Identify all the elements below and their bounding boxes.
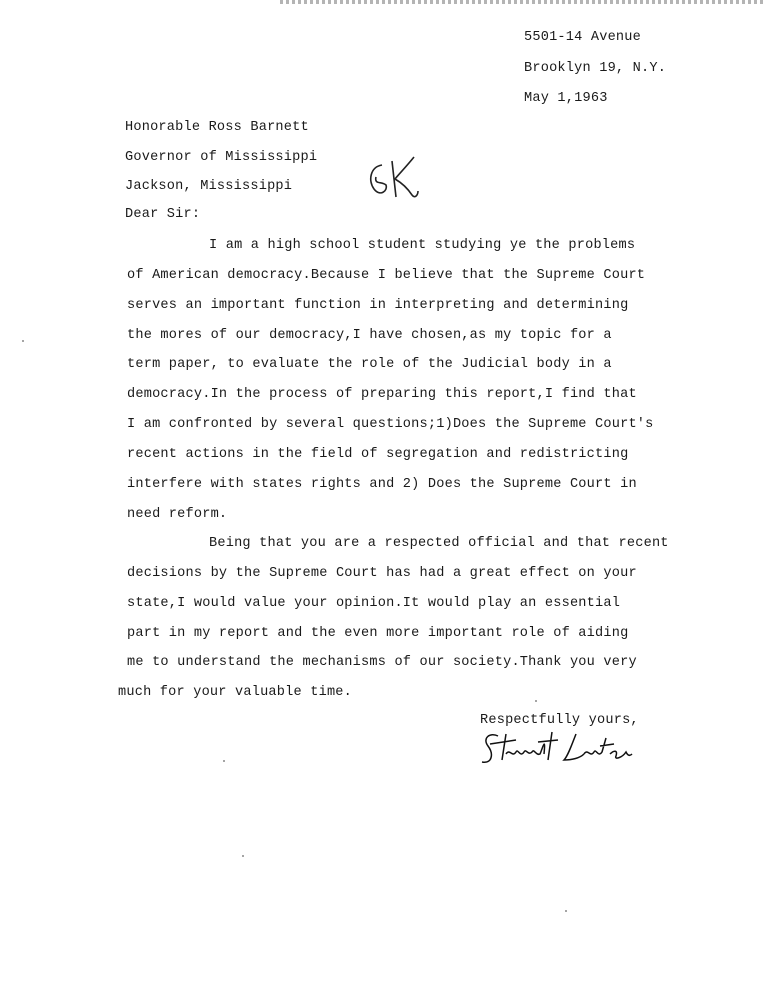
- paragraph-line: state,I would value your opinion.It would play an essential: [127, 596, 621, 611]
- paragraph-line: part in my report and the even more important role of aiding: [127, 626, 629, 641]
- paragraph-line: I am a high school student studying ye the problems: [209, 238, 636, 253]
- paragraph-line: term paper, to evaluate the role of the Judicial body in a: [127, 357, 612, 372]
- letter-date: May 1,1963: [524, 91, 608, 106]
- address-street: 5501-14 Avenue: [524, 30, 642, 45]
- address-city: Brooklyn 19, N.Y.: [524, 61, 667, 76]
- handwritten-margin-note: [362, 155, 422, 203]
- salutation: Dear Sir:: [125, 207, 201, 222]
- paragraph-line: of American democracy.Because I believe that the Supreme Court: [127, 268, 646, 283]
- scan-top-edge: [280, 0, 763, 4]
- paragraph-line: me to understand the mechanisms of our society.Thank you very: [127, 655, 637, 670]
- paragraph-line: much for your valuable time.: [118, 685, 353, 700]
- paragraph-line: interfere with states rights and 2) Does the Supreme Court in: [127, 477, 637, 492]
- scan-speck: [22, 340, 24, 342]
- paragraph-line: Being that you are a respected official and that recent: [209, 536, 669, 551]
- handwritten-signature: [476, 724, 636, 774]
- paragraph-line: decisions by the Supreme Court has had a great effect on your: [127, 566, 637, 581]
- recipient-title: Governor of Mississippi: [125, 150, 318, 165]
- paragraph-line: recent actions in the field of segregation and redistricting: [127, 447, 629, 462]
- paragraph-line: the mores of our democracy,I have chosen,as my topic for a: [127, 328, 612, 343]
- recipient-location: Jackson, Mississippi: [125, 179, 293, 194]
- scan-speck: [535, 700, 537, 702]
- paragraph-line: I am confronted by several questions;1)Does the Supreme Court's: [127, 417, 654, 432]
- paragraph-line: need reform.: [127, 507, 228, 522]
- scan-speck: [223, 760, 225, 762]
- paragraph-line: democracy.In the process of preparing this report,I find that: [127, 387, 637, 402]
- paragraph-line: serves an important function in interpreting and determining: [127, 298, 629, 313]
- scan-speck: [565, 910, 567, 912]
- scan-speck: [242, 855, 244, 857]
- recipient-name: Honorable Ross Barnett: [125, 120, 309, 135]
- closing: Respectfully yours,: [480, 713, 639, 728]
